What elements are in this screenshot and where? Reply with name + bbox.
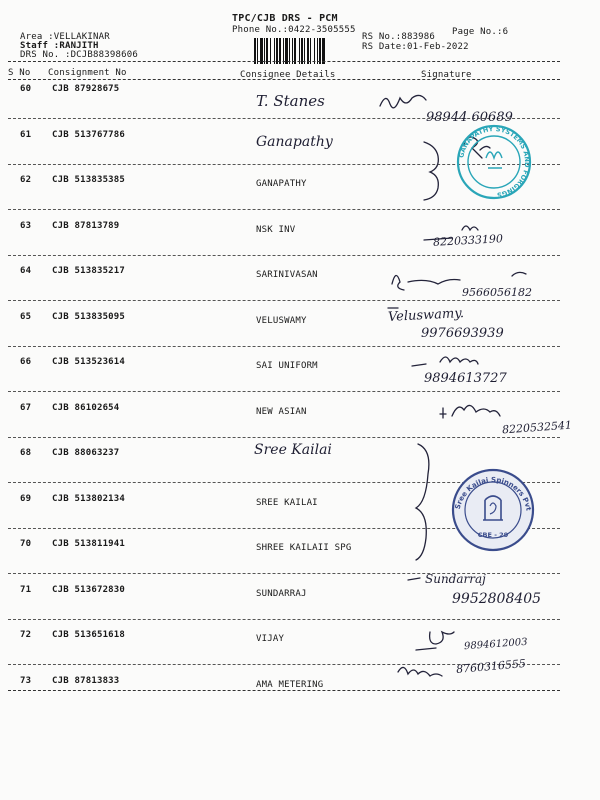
row-consignment-number: CJB 87813833: [52, 675, 120, 686]
row-consignee: GANAPATHY: [256, 179, 307, 189]
row-consignee: VELUSWAMY: [256, 315, 307, 326]
company-stamp-kailai: [453, 470, 533, 550]
signature-scribble: [380, 95, 426, 107]
staff-label: Staff :RANJITH: [20, 41, 99, 51]
row-serial-number: 60: [20, 84, 32, 94]
handwritten-phone: 98944 60689: [426, 110, 513, 125]
signature-scribble: [398, 667, 442, 676]
rs-number: RS No.:883986: [362, 32, 436, 42]
handwritten-name: T. Stanes: [256, 92, 325, 110]
row-consignment-number: CJB 513672830: [52, 584, 126, 595]
handwritten-phone: 9952808405: [452, 591, 542, 607]
svg-text:GANAPATHY SYSTEMS AND FORGINGS: GANAPATHY SYSTEMS AND FORGINGS: [457, 124, 532, 199]
row-consignment-number: CJB 513835217: [52, 266, 126, 276]
drs-number: DRS No. :DCJB88398606: [20, 50, 138, 60]
row-serial-number: 71: [20, 584, 32, 595]
svg-text:Sree Kailai Spinners Pvt: Sree Kailai Spinners Pvt: [453, 475, 533, 512]
signature-scribble: [392, 275, 460, 290]
signature-scribble: [440, 357, 478, 364]
row-serial-number: 62: [20, 175, 32, 185]
handwritten-phone: 9894612003: [463, 636, 528, 653]
col-consignee: Consignee Details: [240, 70, 336, 80]
row-consignment-number: CJB 513835385: [52, 175, 126, 185]
row-consignee: NEW ASIAN: [256, 406, 307, 417]
handwritten-phone: 9566056182: [462, 286, 532, 299]
row-serial-number: 66: [20, 357, 32, 367]
svg-text:CBE - 29: CBE - 29: [477, 531, 509, 539]
row-consignee: AMA METERING: [256, 679, 324, 690]
row-consignee: SAI UNIFORM: [256, 361, 318, 371]
area-label: Area :VELLAKINAR: [20, 32, 110, 42]
row-serial-number: 64: [20, 266, 32, 276]
handwritten-name: Sree Kailai: [254, 442, 332, 458]
row-consignment-number: CJB 513835095: [52, 311, 126, 322]
signature-scribble: [462, 226, 478, 230]
row-consignee: NSK INV: [256, 224, 296, 235]
handwritten-name: Sundarraj: [425, 572, 486, 586]
row-consignment-number: CJB 86102654: [52, 402, 120, 413]
signature-scribble: [430, 632, 454, 644]
row-consignment-number: CJB 513523614: [52, 357, 126, 367]
row-consignee: SARINIVASAN: [256, 270, 318, 280]
row-serial-number: 61: [20, 129, 32, 140]
handwritten-name: Ganapathy: [256, 134, 333, 150]
col-consignment: Consignment No: [48, 68, 127, 78]
row-consignment-number: CJB 513767786: [52, 129, 126, 140]
row-serial-number: 63: [20, 220, 32, 231]
handwritten-phone: 8220333190: [432, 232, 504, 249]
sheet-title: TPC/CJB DRS - PCM: [232, 13, 338, 24]
col-signature: Signature: [421, 70, 472, 80]
row-serial-number: 67: [20, 402, 32, 413]
handwritten-phone: 9894613727: [424, 371, 507, 386]
bracket-mark: [424, 142, 438, 200]
row-serial-number: 70: [20, 539, 32, 549]
row-serial-number: 65: [20, 311, 32, 322]
rs-date: RS Date:01-Feb-2022: [362, 42, 469, 52]
handwritten-phone: 8760316555: [455, 656, 527, 677]
row-consignment-number: CJB 513651618: [52, 630, 126, 640]
row-consignee: SHREE KAILAII SPG: [256, 543, 352, 553]
page-number: Page No.:6: [452, 27, 509, 37]
col-sno: S No: [8, 68, 31, 78]
row-serial-number: 68: [20, 448, 32, 458]
row-consignee: SREE KAILAI: [256, 497, 318, 508]
footer-rule: [8, 690, 560, 691]
handwritten-phone: 8220532541: [501, 418, 573, 437]
handwritten-name: Veluswamy.: [387, 306, 465, 325]
row-consignee: VIJAY: [256, 634, 285, 644]
row-consignment-number: CJB 513802134: [52, 493, 126, 504]
bracket-mark: [416, 444, 429, 560]
company-stamp-ganapathy: [457, 125, 531, 199]
row-consignment-number: CJB 88063237: [52, 448, 120, 458]
row-consignment-number: CJB 513811941: [52, 539, 126, 549]
row-serial-number: 72: [20, 630, 32, 640]
row-serial-number: 73: [20, 675, 32, 686]
row-consignment-number: CJB 87813789: [52, 220, 120, 231]
row-consignee: SUNDARRAJ: [256, 588, 307, 599]
row-serial-number: 69: [20, 493, 32, 504]
handwritten-phone: 9976693939: [421, 326, 504, 341]
row-consignment-number: CJB 87928675: [52, 84, 120, 94]
phone-number: Phone No.:0422-3505555: [232, 25, 356, 35]
signature-scribble: [440, 405, 500, 418]
